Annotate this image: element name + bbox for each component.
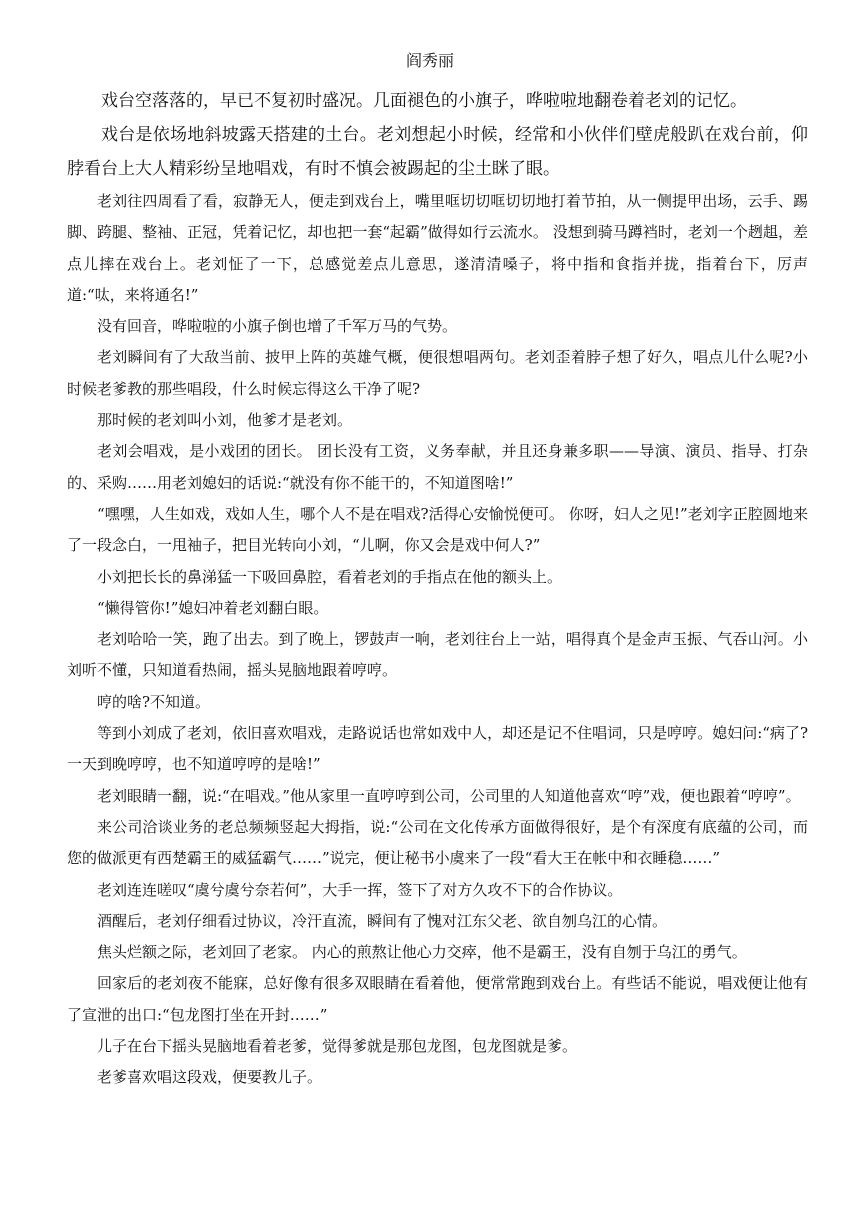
paragraph: 老刘连连嗟叹“虞兮虞兮奈若何”，大手一挥，签下了对方久攻不下的合作协议。 [97,880,623,899]
paragraph: 酒醒后，老刘仔细看过协议，冷汗直流，瞬间有了愧对江东父老、欲自刎乌江的心情。 [97,911,668,930]
author-name: 阎秀丽 [405,51,454,70]
paragraph: 哼的啥?不知道。 [97,692,211,711]
paragraph: “嘿嘿，人生如戏，戏如人生，哪个人不是在唱戏?活得心安愉悦便可。 你呀，妇人之见!”老刘字正腔圆地来了一段念白，一甩袖子，把目光转向小刘，“儿啊，你又会是戏中何人?” [67,504,808,555]
paragraph: 老爹喜欢唱这段戏，便要教儿子。 [97,1068,323,1087]
paragraph: 老刘往四周看了看，寂静无人，便走到戏台上，嘴里哐切切哐切切地打着节拍，从一侧提甲出场，云手、踢脚、跨腿、整袖、正冠，凭着记忆，却也把一套“起霸”做得如行云流水。 没想到骑马蹲裆时，老刘一个趔趄，差点儿摔在戏台上。老刘怔了一下，总感觉差点儿意思，遂清清嗓子，将中指和食指并拢，指着台下，厉声道:“呔，来将通名!” [67,192,808,304]
paragraph: 没有回音，哗啦啦的小旗子倒也增了千军万马的气势。 [97,317,458,336]
paragraph: 小刘把长长的鼻涕猛一下吸回鼻腔，看着老刘的手指点在他的额头上。 [97,567,563,586]
article-body [67,84,808,1094]
paragraph: 回家后的老刘夜不能寐，总好像有很多双眼睛在看着他，便常常跑到戏台上。有些话不能说，唱戏便让他有了宣泄的出口:“包龙图打坐在开封……” [67,974,808,1024]
paragraph: 儿子在台下摇头晃脑地看着老爹，觉得爹就是那包龙图，包龙图就是爹。 [97,1037,578,1056]
paragraph: 老刘眼睛一翻，说:“在唱戏。”他从家里一直哼哼到公司，公司里的人知道他喜欢“哼”戏，便也跟着“哼哼”。 [97,786,801,805]
paragraph: 焦头烂额之际，老刘回了老家。 内心的煎熬让他心力交瘁，他不是霸王，没有自刎于乌江的勇气。 [97,943,747,962]
paragraph: 戏台是依场地斜坡露天搭建的土台。老刘想起小时候，经常和小伙伴们壁虎般趴在戏台前，仰脖看台上大人精彩纷呈地唱戏，有时不慎会被踢起的尘土眯了眼。 [67,125,808,179]
paragraph: 戏台空落落的，早已不复初时盛况。几面褪色的小旗子，哗啦啦地翻卷着老刘的记忆。 [101,91,747,111]
paragraph: 那时候的老刘叫小刘，他爹才是老刘。 [97,411,353,430]
paragraph: 老刘瞬间有了大敌当前、披甲上阵的英雄气概，便很想唱两句。老刘歪着脖子想了好久，唱点儿什么呢?小时候老爹教的那些唱段，什么时候忘得这么干净了呢? [67,348,808,398]
paragraph: 老刘哈哈一笑，跑了出去。到了晚上，锣鼓声一响，老刘往台上一站，唱得真个是金声玉振、气吞山河。小刘听不懂，只知道看热闹，摇头晃脑地跟着哼哼。 [67,630,808,680]
paragraph: 等到小刘成了老刘，依旧喜欢唱戏，走路说话也常如戏中人，却还是记不住唱词，只是哼哼。媳妇问:“病了?一天到晚哼哼，也不知道哼哼的是啥!” [67,724,808,774]
paragraph: 老刘会唱戏，是小戏团的团长。 团长没有工资，义务奉献，并且还身兼多职——导演、演员、指导、打杂的、采购……用老刘媳妇的话说:“就没有你不能干的，不知道图啥!” [67,442,808,492]
paragraph: 来公司洽谈业务的老总频频竖起大拇指，说:“公司在文化传承方面做得很好，是个有深度有底蕴的公司，而您的做派更有西楚霸王的威猛霸气……”说完，便让秘书小虞来了一段“看大王在帐中和衣睡稳……” [67,817,808,868]
paragraph: “懒得管你!”媳妇冲着老刘翻白眼。 [97,598,329,617]
